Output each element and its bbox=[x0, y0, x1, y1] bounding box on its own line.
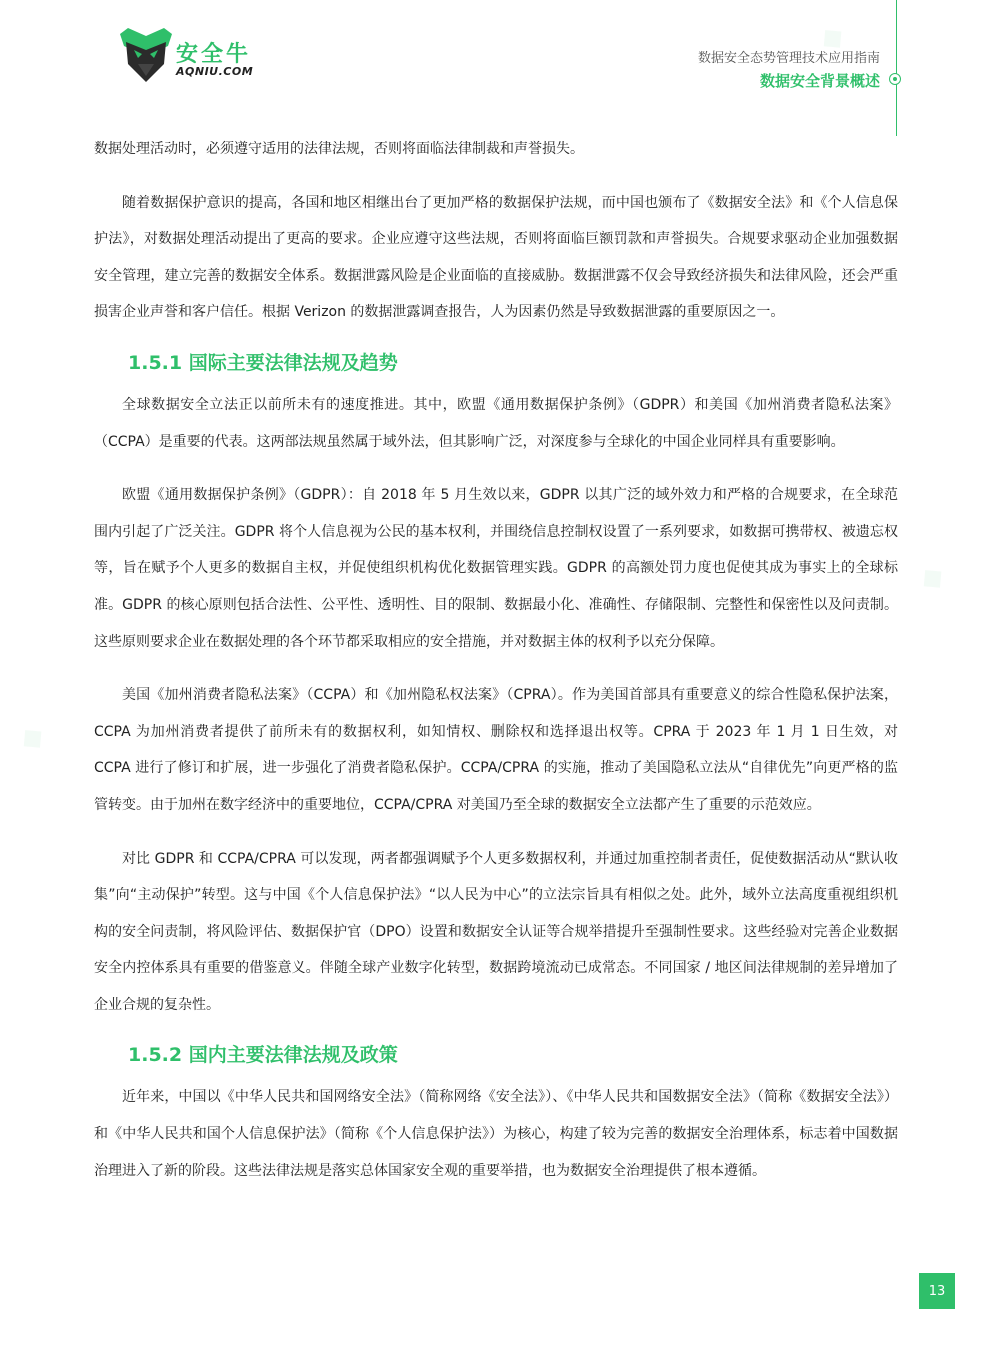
watermark: ◆ bbox=[811, 16, 852, 59]
logo-name: 安全牛 bbox=[176, 42, 252, 67]
paragraph: 对比 GDPR 和 CCPA/CPRA 可以发现，两者都强调赋予个人更多数据权利，并通过加重控制者责任，促使数据活动从“默认收集”向“主动保护”转型。这与中国《个人信息保护法》“以人民为中心”的立法宗旨具有相似之处。此外，域外立法高度重视组织机构的安全问责制，将风险评估、数据保护官（DPO）设置和数据安全认证等合规举措提升至强制性要求。这些经验对完善企业数据安全内控体系具有重要的借鉴意义。伴随全球产业数字化转型，数据跨境流动已成常态。不同国家 / 地区间法律规制的差异增加了企业合规的复杂性。 bbox=[94, 850, 898, 1013]
paragraph: 美国《加州消费者隐私法案》（CCPA）和《加州隐私权法案》（CPRA）。作为美国首部具有重要意义的综合性隐私保护法案，CCPA 为加州消费者提供了前所未有的数据权利，如知情权、删除权和选择退出权等。CPRA 于 2023 年 1 月 1 日生效，对 CCPA 进行了修订和扩展，进一步强化了消费者隐私保护。CCPA/CPRA 的实施，推动了美国隐私立法从“自律优先”向更严格的监管转变。由于加州在数字经济中的重要地位，CCPA/CPRA 对美国乃至全球的数据安全立法都产生了重要的示范效应。 bbox=[94, 687, 898, 813]
chapter-title: 数据安全背景概述 bbox=[759, 72, 880, 90]
logo-sub: AQNIU.COM bbox=[176, 65, 254, 78]
section-heading: 1.5.1 国际主要法律法规及趋势 bbox=[128, 351, 398, 374]
page-content bbox=[94, 131, 898, 1189]
watermark: ◆ bbox=[911, 556, 952, 599]
paragraph: 欧盟《通用数据保护条例》（GDPR）：自 2018 年 5 月生效以来，GDPR 以其广泛的域外效力和严格的合规要求，在全球范围内引起了广泛关注。GDPR 将个人信息视为公民的基本权利，并围绕信息控制权设置了一系列要求，如数据可携带权、被遗忘权等，旨在赋予个人更多的数据自主权，并促使组织机构优化数据管理实践。GDPR 的高额处罚力度也促使其成为事实上的全球标准。GDPR 的核心原则包括合法性、公平性、透明性、目的限制、数据最小化、准确性、存储限制、完整性和保密性以及问责制。这些原则要求企业在数据处理的各个环节都采取相应的安全措施，并对数据主体的权利予以充分保障。 bbox=[94, 487, 898, 650]
paragraph: 全球数据安全立法正以前所未有的速度推进。其中，欧盟《通用数据保护条例》（GDPR）和美国《加州消费者隐私法案》（CCPA）是重要的代表。这两部法规虽然属于域外法，但其影响广泛，对深度参与全球化的中国企业同样具有重要影响。 bbox=[94, 396, 898, 450]
section-heading: 1.5.2 国内主要法律法规及政策 bbox=[128, 1044, 398, 1067]
document-title: 数据安全态势管理技术应用指南 bbox=[697, 51, 880, 66]
paragraph: 近年来，中国以《中华人民共和国网络安全法》（简称网络《安全法》）、《中华人民共和国数据安全法》（简称《数据安全法》）和《中华人民共和国个人信息保护法》（简称《个人信息保护法》）为核心，构建了较为完善的数据安全治理体系，标志着中国数据治理进入了新的阶段。这些法律法规是落实总体国家安全观的重要举措，也为数据安全治理提供了根本遵循。 bbox=[94, 1089, 898, 1179]
chapter-marker-icon bbox=[889, 73, 901, 85]
paragraph: 数据处理活动时，必须遵守适用的法律法规，否则将面临法律制裁和声誉损失。 bbox=[94, 141, 584, 157]
page-number: 13 bbox=[919, 1273, 955, 1309]
paragraph: 随着数据保护意识的提高，各国和地区相继出台了更加严格的数据保护法规，而中国也颁布了《数据安全法》和《个人信息保护法》，对数据处理活动提出了更高的要求。企业应遵守这些法规，否则将面临巨额罚款和声誉损失。合规要求驱动企业加强数据安全管理，建立完善的数据安全体系。数据泄露风险是企业面临的直接威胁。数据泄露不仅会导致经济损失和法律风险，还会严重损害企业声誉和客户信任。根据 Verizon 的数据泄露调查报告，人为因素仍然是导致数据泄露的重要原因之一。 bbox=[94, 194, 898, 321]
header-divider bbox=[896, 0, 897, 136]
watermark: ◆ bbox=[11, 716, 52, 759]
